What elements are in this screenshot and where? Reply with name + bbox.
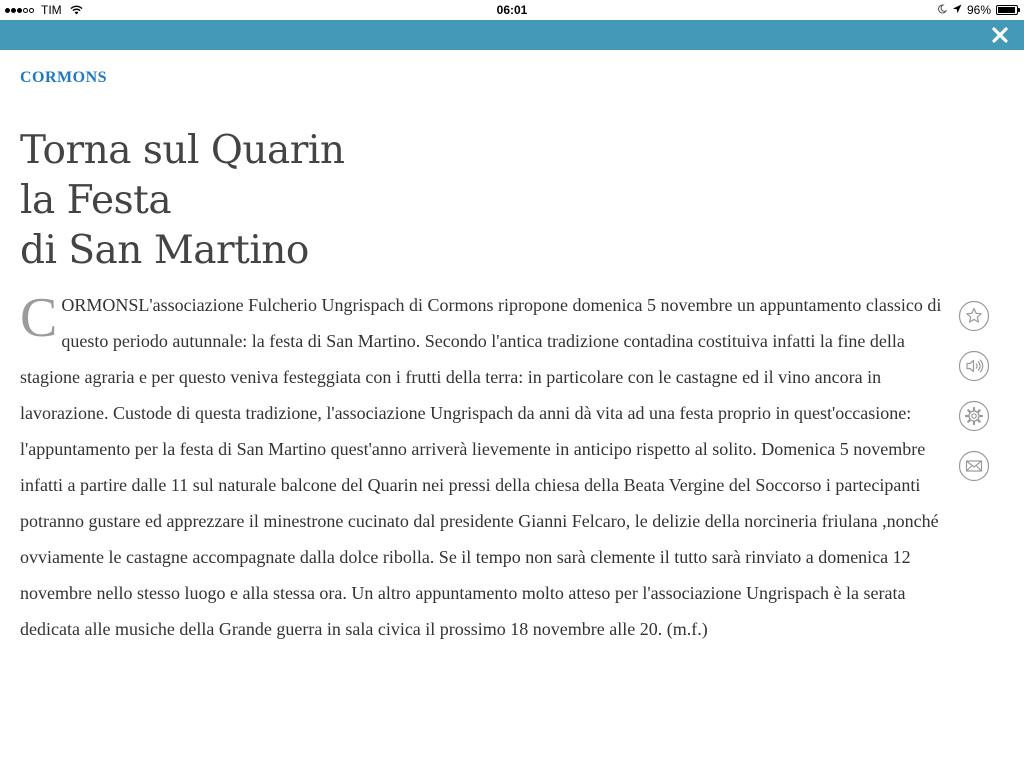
- battery-percent: 96%: [966, 3, 991, 17]
- close-icon: [990, 25, 1010, 45]
- close-button[interactable]: [990, 25, 1010, 45]
- moon-icon: [937, 3, 947, 17]
- top-bar: [0, 20, 1024, 50]
- speaker-icon: [958, 350, 990, 382]
- headline-line: di San Martino: [20, 228, 309, 273]
- carrier-name: TIM: [41, 3, 62, 17]
- section-label: CORMONS: [20, 69, 108, 86]
- settings-button[interactable]: [958, 400, 990, 432]
- status-time: 06:01: [496, 3, 528, 17]
- status-right: [937, 3, 1018, 17]
- article-body-text: ORMONSL'associazione Fulcherio Ungrispach di Cormons ripropone domenica 5 novembre un appuntamento classico di questo periodo autunnale: la festa di San Martino. Secondo l'antica tradizione contadina costituiva infatti la fine della stagione agraria e per questo veniva festeggiata con i frutti della terra: in particolare con le castagne ed il vino ancora in lavorazione. Custode di questa tradizione, l'associazione Ungrispach da anni dà vita ad una festa proprio in quest'occasione: l'appuntamento per la festa di San Martino quest'anno arriverà lievemente in anticipo rispetto al solito. Domenica 5 novembre infatti a partire dalle 11 sul naturale balcone del Quarin nei pressi della chiesa della Beata Vergine del Soccorso i partecipanti potranno gustare ed apprezzare il minestrone cucinato dal presidente Gianni Felcaro, le delizie della norcineria friulana ,nonché ovviamente le castagne accompagnate dalla dolce ribolla. Se il tempo non sarà clemente il tutto sarà rinviato a domenica 12 novembre nello stesso luogo e alla stessa ora. Un altro appuntamento molto atteso per l'associazione Ungrispach è la serata dedicata alle musiche della Grande guerra in sala civica il prossimo 18 novembre alle 20. (m.f.): [20, 295, 942, 639]
- location-arrow-icon: [952, 3, 962, 17]
- mail-icon: [958, 450, 990, 482]
- headline-line: la Festa: [20, 178, 172, 223]
- status-bar: [0, 0, 1024, 20]
- email-button[interactable]: [958, 450, 990, 482]
- article-headline: [20, 126, 344, 276]
- headline-line: Torna sul Quarin: [20, 128, 345, 173]
- gear-icon: [958, 400, 990, 432]
- battery-icon: [996, 5, 1018, 15]
- article-body: [20, 287, 948, 647]
- battery-fill: [998, 7, 1015, 13]
- drop-cap: C: [20, 287, 58, 349]
- star-icon: [958, 300, 990, 332]
- audio-button[interactable]: [958, 350, 990, 382]
- favorite-button[interactable]: [958, 300, 990, 332]
